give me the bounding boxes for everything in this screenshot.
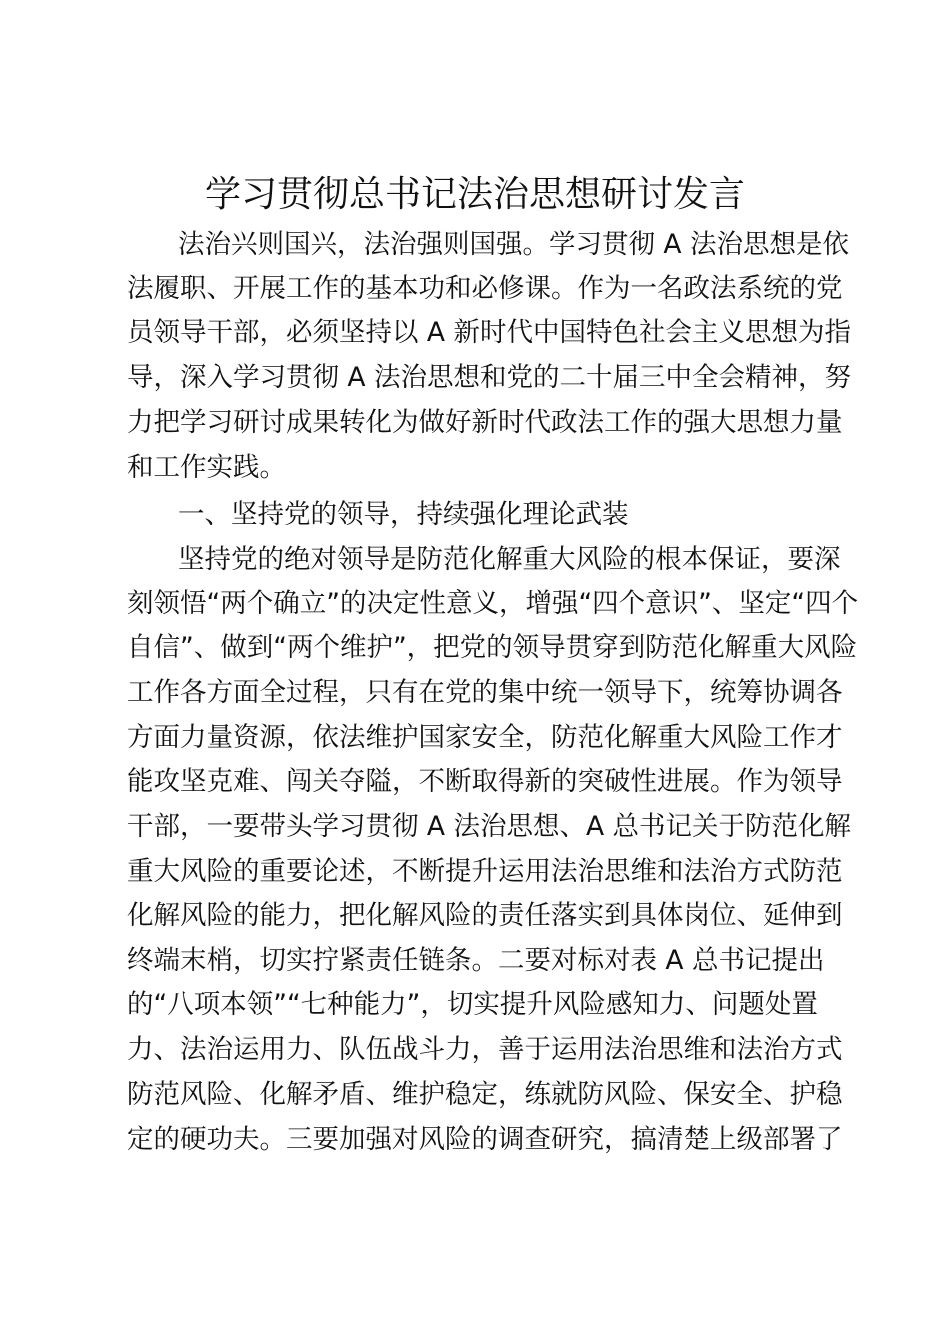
paragraph-line: 力、法治运用力、队伍战斗力，善于运用法治思维和法治方式 xyxy=(127,1034,843,1065)
paragraph-line: 法履职、开展工作的基本功和必修课。作为一名政法系统的党 xyxy=(127,273,843,304)
paragraph-line: 导，深入学习贯彻 A 法治思想和党的二十届三中全会精神，努 xyxy=(127,362,851,393)
paragraph-line: 终端末梢，切实拧紧责任链条。二要对标对表 A 总书记提出 xyxy=(127,945,825,976)
paragraph-line: 工作各方面全过程，只有在党的集中统一领导下，统筹协调各 xyxy=(127,677,843,708)
paragraph-line: 的“八项本领”“七种能力”，切实提升风险感知力、问题处置 xyxy=(127,989,818,1020)
paragraph-line: 化解风险的能力，把化解风险的责任落实到具体岗位、延伸到 xyxy=(127,900,843,931)
paragraph-line: 员领导干部，必须坚持以 A 新时代中国特色社会主义思想为指 xyxy=(127,317,851,348)
paragraph-line: 和工作实践。 xyxy=(127,452,286,483)
section-heading: 一、坚持党的领导，持续强化理论武装 xyxy=(178,499,629,530)
paragraph-line: 坚持党的绝对领导是防范化解重大风险的根本保证，要深 xyxy=(178,544,841,575)
paragraph-line: 干部，一要带头学习贯彻 A 法治思想、A 总书记关于防范化解 xyxy=(127,811,852,842)
paragraph-line: 力把学习研讨成果转化为做好新时代政法工作的强大思想力量 xyxy=(127,407,843,438)
paragraph-line: 方面力量资源，依法维护国家安全，防范化解重大风险工作才 xyxy=(127,722,843,753)
document-title: 学习贯彻总书记法治思想研讨发言 xyxy=(204,174,745,215)
paragraph-line: 重大风险的重要论述，不断提升运用法治思维和法治方式防范 xyxy=(127,856,843,887)
paragraph-line: 刻领悟“两个确立”的决定性意义，增强“四个意识”、坚定“四个 xyxy=(127,588,859,619)
paragraph-line: 防范风险、化解矛盾、维护稳定，练就防风险、保安全、护稳 xyxy=(127,1079,843,1110)
paragraph-line: 定的硬功夫。三要加强对风险的调查研究，搞清楚上级部署了 xyxy=(127,1124,843,1155)
paragraph-line: 法治兴则国兴，法治强则国强。学习贯彻 A 法治思想是依 xyxy=(178,229,849,260)
paragraph-line: 能攻坚克难、闯关夺隘，不断取得新的突破性进展。作为领导 xyxy=(127,766,843,797)
paragraph-line: 自信”、做到“两个维护”，把党的领导贯穿到防范化解重大风险 xyxy=(127,632,858,663)
